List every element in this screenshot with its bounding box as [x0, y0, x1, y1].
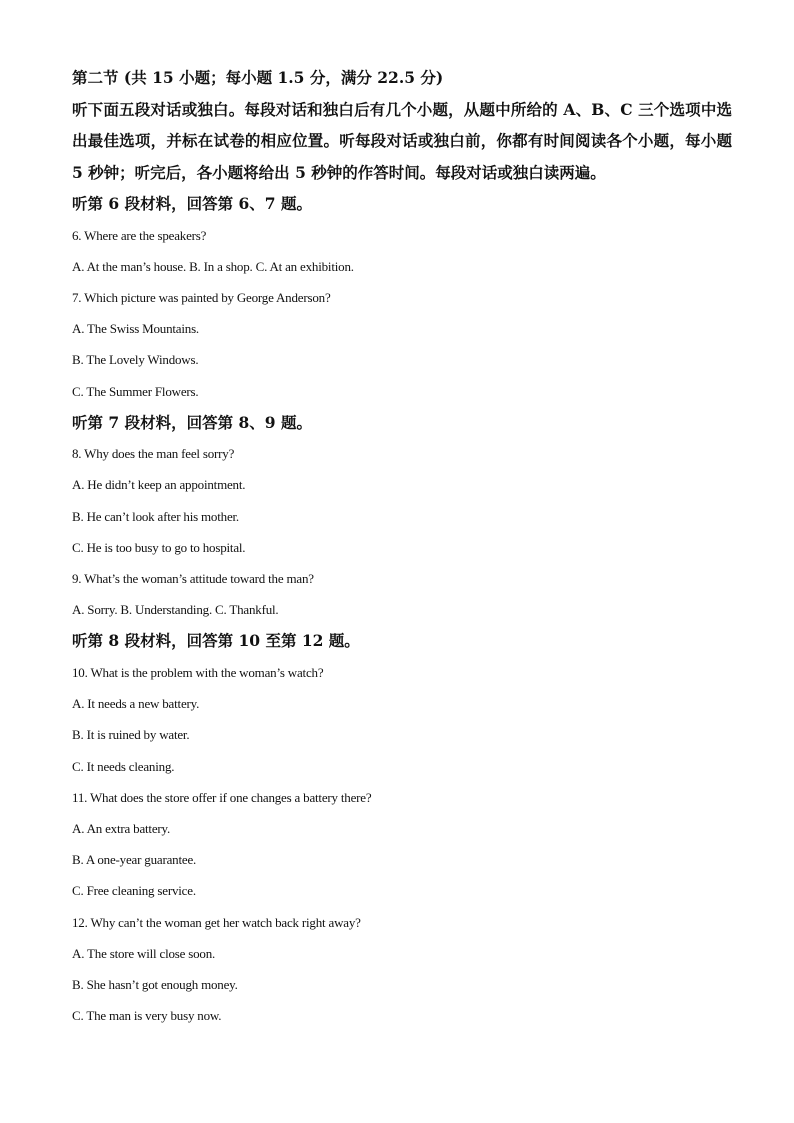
answer-option: C. He is too busy to go to hospital.	[72, 539, 246, 555]
answer-option: C. The man is very busy now.	[72, 1008, 222, 1024]
answer-option: A. At the man’s house. B. In a shop. C. At an exhibition.	[72, 258, 354, 274]
answer-option: A. Sorry. B. Understanding. C. Thankful.	[72, 602, 279, 618]
instructions: 听下面五段对话或独白。每段对话和独白后有几个小题，从题中所给的 A、B、C 三个选项中选出最佳选项，并标在试卷的相应位置。听每段对话或独白前，你都有时间阅读各个小题，每小题 5 秒钟；听完后，各小题将给出 5 秒钟的作答时间。每段对话或独白读两遍。	[72, 99, 732, 182]
question-group	[72, 188, 732, 407]
answer-option: A. He didn’t keep an appointment.	[72, 477, 246, 493]
question-text: 6. Where are the speakers?	[72, 227, 207, 243]
answer-option: A. The store will close soon.	[72, 945, 216, 961]
answer-option: B. She hasn’t got enough money.	[72, 976, 238, 992]
question-text: 11. What does the store offer if one changes a battery there?	[72, 789, 372, 805]
answer-option: B. A one-year guarantee.	[72, 852, 197, 868]
answer-option: A. It needs a new battery.	[72, 696, 200, 712]
question-text: 8. Why does the man feel sorry?	[72, 446, 235, 462]
question-text: 7. Which picture was painted by George Anderson?	[72, 289, 331, 305]
group-heading: 听第 7 段材料，回答第 8、9 题。	[72, 412, 312, 432]
answer-option: B. The Lovely Windows.	[72, 352, 199, 368]
answer-option: A. An extra battery.	[72, 820, 171, 836]
answer-option: C. The Summer Flowers.	[72, 383, 199, 399]
question-text: 9. What’s the woman’s attitude toward the man?	[72, 571, 314, 587]
answer-option: C. It needs cleaning.	[72, 758, 175, 774]
group-heading: 听第 6 段材料，回答第 6、7 题。	[72, 194, 312, 213]
answer-option: C. Free cleaning service.	[72, 883, 196, 899]
group-heading: 听第 8 段材料，回答第 10 至第 12 题。	[72, 631, 360, 651]
exam-page	[72, 62, 732, 1031]
question-text: 12. Why can’t the woman get her watch back right away?	[72, 914, 361, 930]
question-text: 10. What is the problem with the woman’s watch?	[72, 664, 324, 680]
answer-option: B. He can’t look after his mother.	[72, 508, 239, 524]
answer-option: B. It is ruined by water.	[72, 727, 190, 743]
answer-option: A. The Swiss Mountains.	[72, 321, 199, 337]
section-title: 第二节 (共 15 小题；每小题 1.5 分，满分 22.5 分)	[72, 68, 444, 87]
question-group	[72, 625, 732, 1031]
question-group	[72, 407, 732, 626]
